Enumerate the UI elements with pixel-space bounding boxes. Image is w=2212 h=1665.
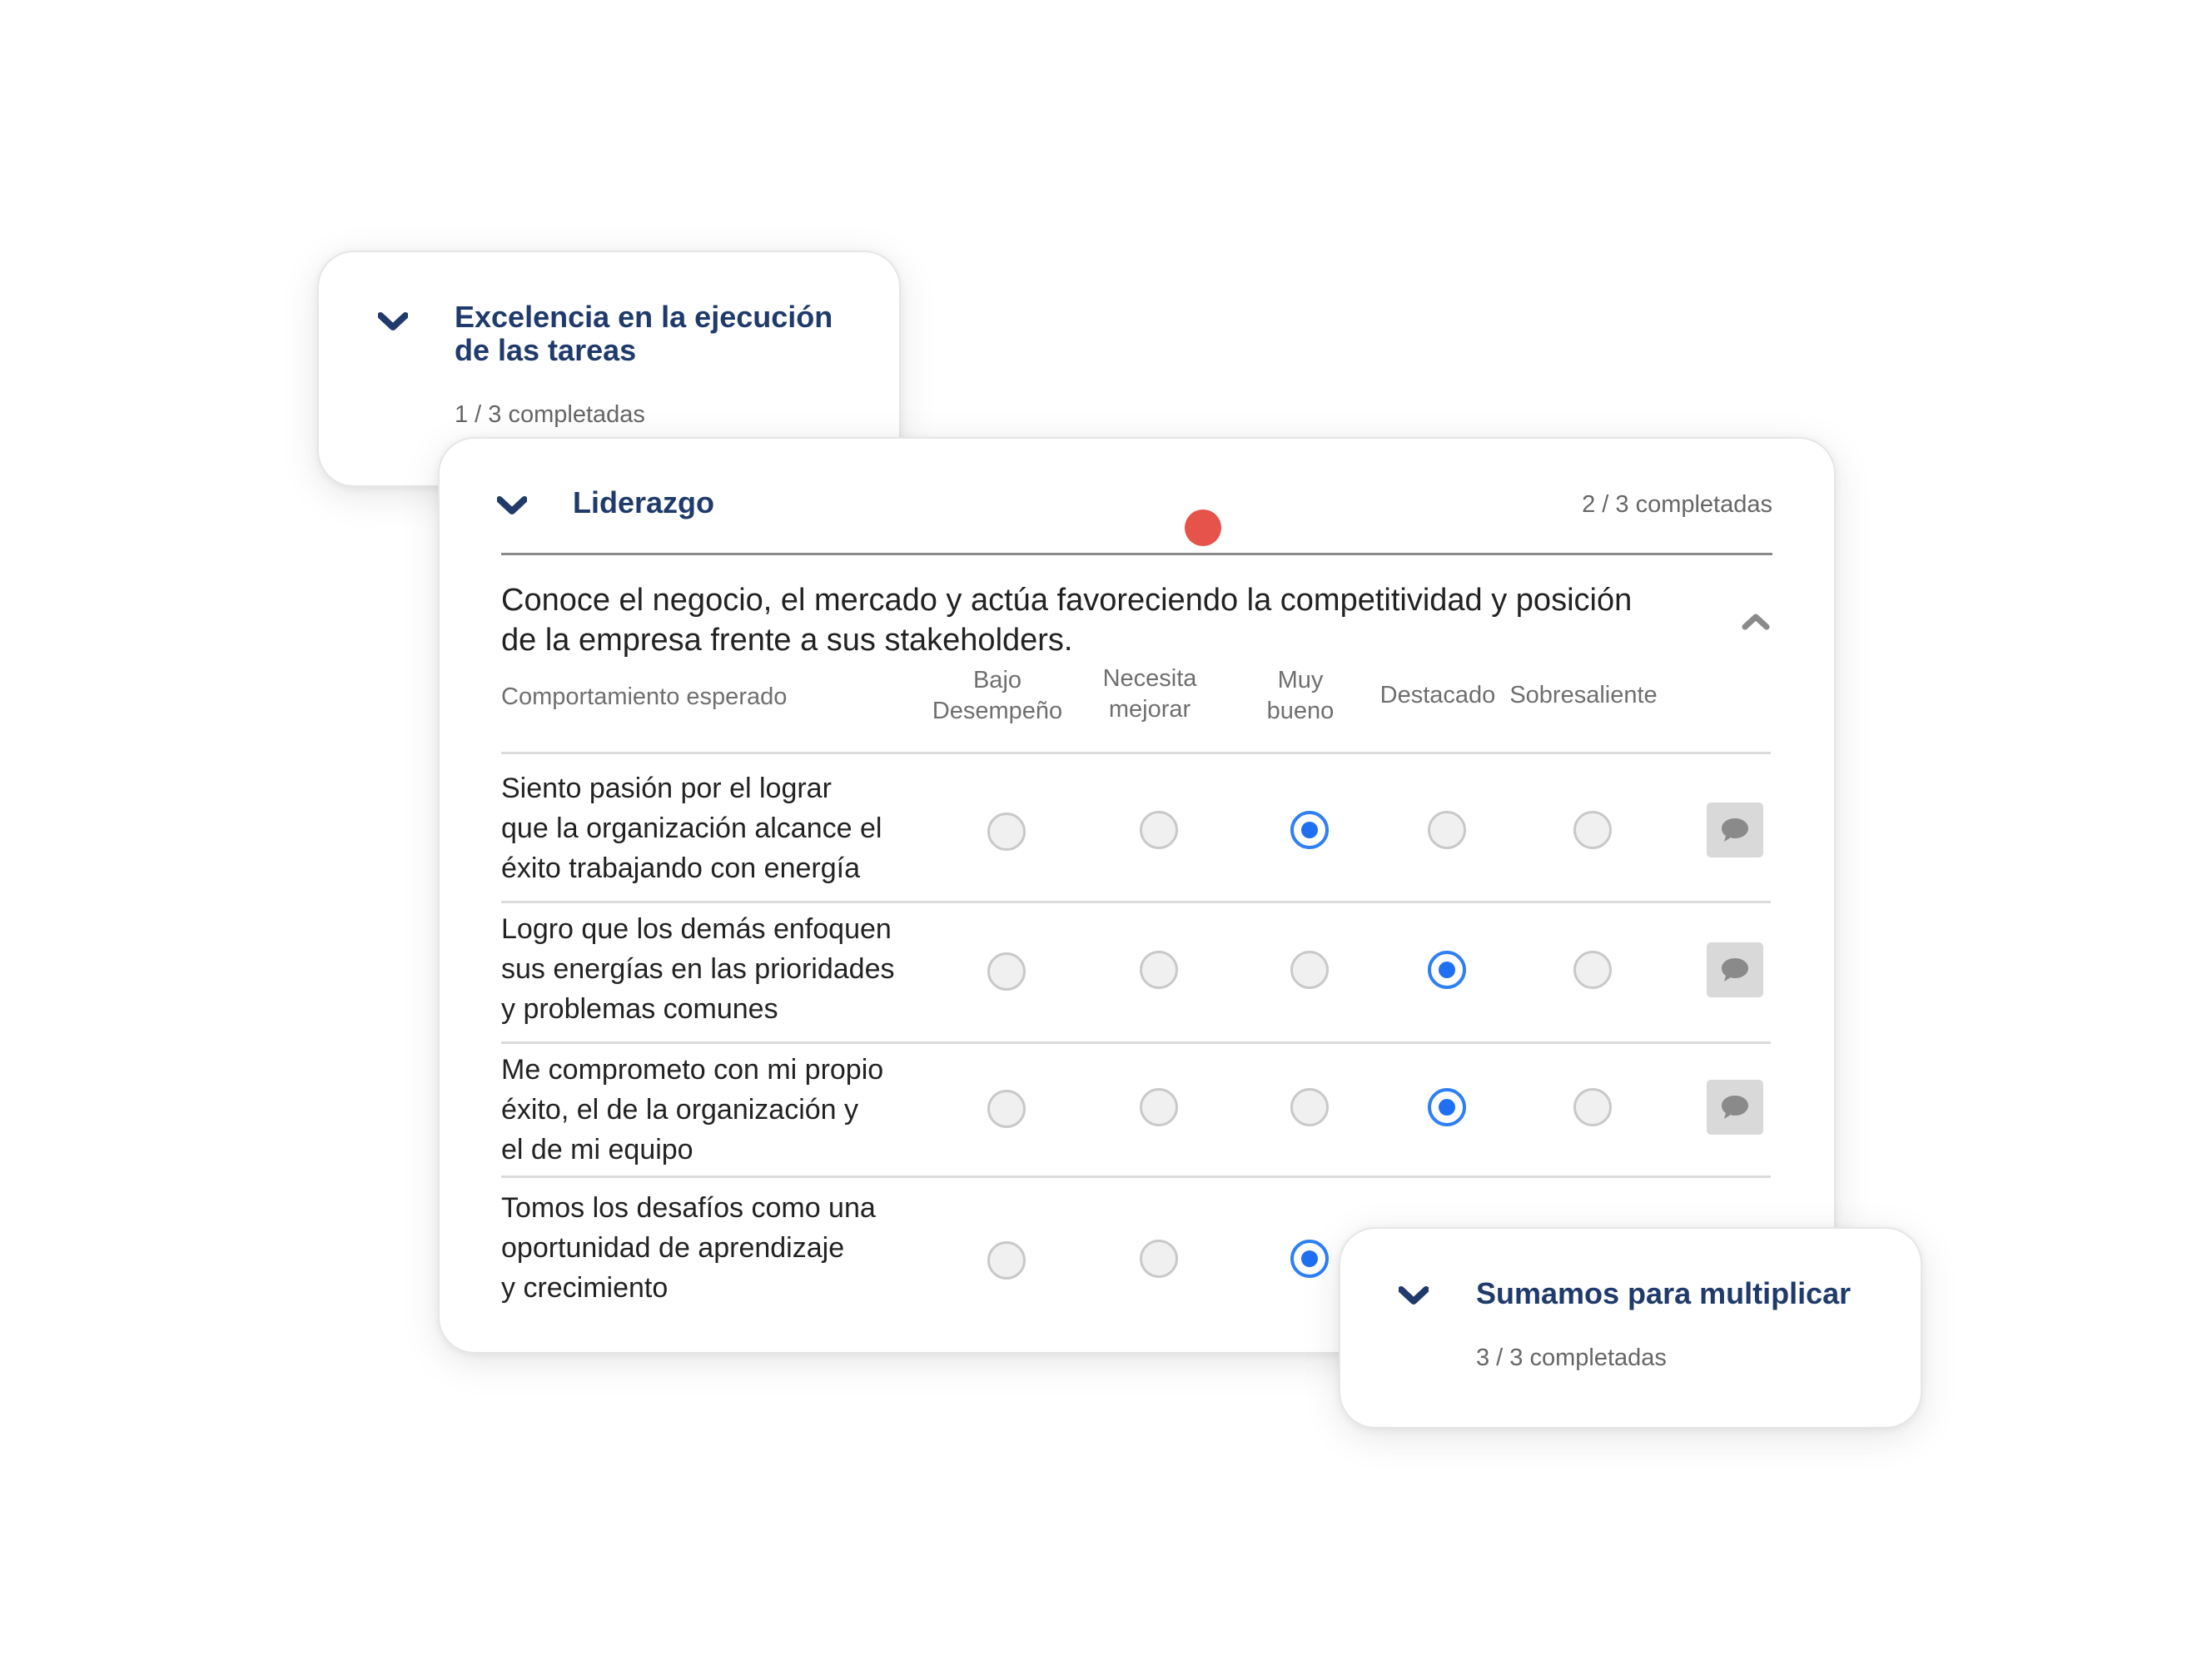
radio-row3-sobresaliente[interactable] [1573, 1088, 1612, 1126]
radio-row4-muy-bueno[interactable] [1290, 1240, 1329, 1278]
column-header-line: mejorar [1108, 696, 1191, 723]
radio-row2-destacado[interactable] [1428, 951, 1466, 989]
section-title[interactable] [455, 301, 833, 367]
comment-button[interactable] [1707, 803, 1763, 857]
column-header-line: Necesita [1102, 665, 1197, 692]
behavior-line: y problemas comunes [501, 993, 778, 1025]
completion-count: 3 / 3 completadas [1476, 1344, 1667, 1371]
comment-icon [1720, 1094, 1750, 1121]
behavior-row-text [501, 909, 895, 1029]
column-header-line: Muy [1277, 667, 1324, 693]
header-divider [501, 553, 1772, 555]
section-card-sumamos[interactable] [1339, 1227, 1922, 1429]
section-card-liderazgo [438, 437, 1836, 1354]
behavior-row-text [501, 1188, 876, 1308]
behavior-line: Siento pasión por el lograr [501, 773, 832, 804]
row-divider [501, 1041, 1771, 1044]
radio-row4-bajo-desempeno[interactable] [987, 1241, 1026, 1280]
competency-question [501, 580, 1632, 660]
behavior-line: Tomos los desafíos como una [501, 1192, 876, 1224]
chevron-up-icon[interactable] [1742, 611, 1770, 631]
question-line-2: de la empresa frente a sus stakeholders. [501, 623, 1073, 658]
completion-count: 2 / 3 completadas [1582, 491, 1772, 518]
completion-count: 1 / 3 completadas [455, 401, 645, 428]
chevron-down-icon[interactable] [1399, 1285, 1429, 1307]
radio-row3-destacado[interactable] [1428, 1088, 1466, 1126]
section-title[interactable]: Liderazgo [573, 485, 715, 519]
radio-row3-necesita-mejorar[interactable] [1140, 1088, 1178, 1126]
behavior-row-text [501, 1050, 883, 1170]
radio-row1-necesita-mejorar[interactable] [1140, 811, 1178, 849]
section-title-line-2: de las tareas [455, 333, 637, 367]
section-title[interactable]: Sumamos para multiplicar [1476, 1276, 1852, 1310]
comment-icon [1720, 817, 1750, 843]
behavior-row-text [501, 768, 882, 888]
column-header-sobresaliente: Sobresaliente [1509, 682, 1658, 708]
behavior-line: sus energías en las prioridades [501, 953, 895, 985]
chevron-down-icon[interactable] [497, 495, 527, 517]
row-divider [501, 1175, 1771, 1178]
comment-button[interactable] [1707, 942, 1763, 997]
behavior-line: éxito, el de la organización y [501, 1094, 859, 1126]
radio-row1-sobresaliente[interactable] [1573, 811, 1612, 849]
behavior-line: Logro que los demás enfoquen [501, 913, 892, 945]
question-line-1: Conoce el negocio, el mercado y actúa favoreciendo la competitividad y posición [501, 583, 1633, 618]
column-header-line: Bajo [972, 667, 1022, 693]
radio-row1-destacado[interactable] [1428, 811, 1466, 849]
radio-row3-muy-bueno[interactable] [1290, 1088, 1329, 1126]
behavior-line: oportunidad de aprendizaje [501, 1232, 845, 1264]
radio-row2-bajo-desempeno[interactable] [987, 952, 1026, 991]
radio-row1-muy-bueno[interactable] [1290, 811, 1329, 849]
radio-row4-necesita-mejorar[interactable] [1140, 1240, 1178, 1278]
behavior-line: y crecimiento [501, 1272, 669, 1304]
behavior-column-header: Comportamiento esperado [501, 683, 788, 710]
radio-row2-necesita-mejorar[interactable] [1140, 951, 1178, 989]
behavior-line: el de mi equipo [501, 1134, 693, 1166]
table-header-divider [501, 752, 1771, 754]
column-header-line: bueno [1266, 698, 1335, 724]
column-header-destacado: Destacado [1379, 682, 1496, 708]
behavior-line: que la organización alcance el [501, 813, 882, 844]
radio-row1-bajo-desempeno[interactable] [987, 813, 1026, 851]
behavior-line: éxito trabajando con energía [501, 852, 860, 884]
comment-icon [1720, 957, 1750, 983]
chevron-down-icon[interactable] [378, 311, 408, 333]
row-divider [501, 901, 1771, 903]
behavior-line: Me comprometo con mi propio [501, 1054, 884, 1086]
column-header-line: Desempeño [932, 698, 1063, 724]
radio-row2-sobresaliente[interactable] [1573, 951, 1612, 989]
section-title-line-1: Excelencia en la ejecución [455, 300, 833, 334]
comment-button[interactable] [1707, 1080, 1763, 1135]
radio-row2-muy-bueno[interactable] [1290, 951, 1329, 989]
red-dot [1185, 509, 1221, 546]
radio-row3-bajo-desempeno[interactable] [987, 1090, 1026, 1128]
